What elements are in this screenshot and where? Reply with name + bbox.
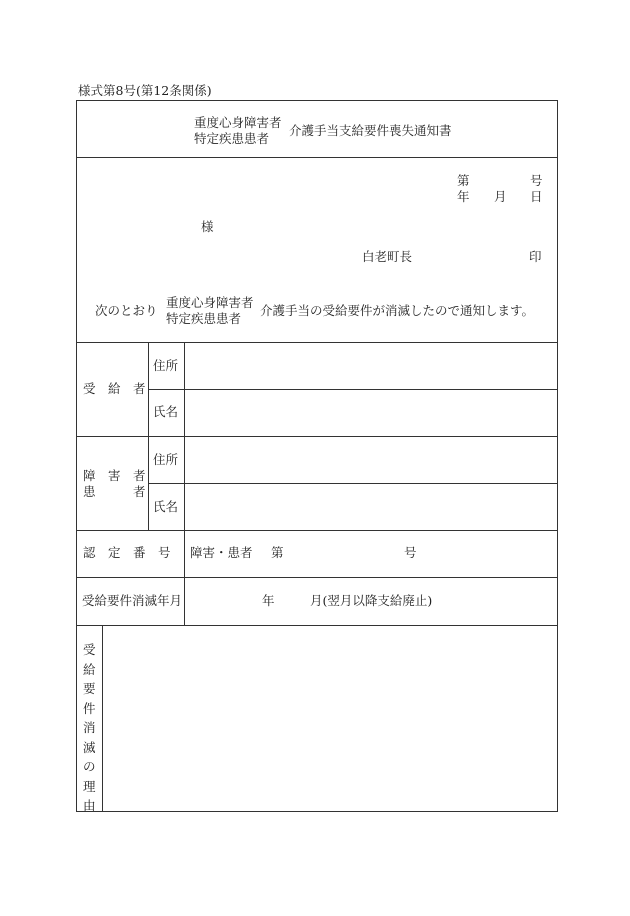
- loss-date-month-note: 月(翌月以降支給廃止): [310, 593, 433, 608]
- title-option-disability: 重度心身障害者: [194, 115, 282, 130]
- certification-dai: 第: [271, 545, 284, 560]
- certification-kind: 障害・患者: [190, 545, 253, 560]
- patient-name-label: 氏名: [153, 499, 179, 514]
- certification-go: 号: [404, 545, 417, 560]
- patient-address-label: 住所: [153, 452, 179, 467]
- divider: [76, 625, 558, 626]
- certification-label: 認 定 番 号: [83, 545, 171, 560]
- notice-prefix: 次のとおり: [95, 303, 158, 318]
- loss-date-year: 年: [262, 593, 275, 608]
- divider: [76, 436, 558, 437]
- seal-mark: 印: [529, 249, 542, 264]
- addressee-honorific: 様: [201, 219, 214, 234]
- date-month-label: 月: [494, 189, 507, 204]
- patient-label-line1: 障 害 者: [83, 468, 146, 483]
- divider: [148, 389, 558, 390]
- doc-no-dai: 第: [457, 173, 470, 188]
- divider: [76, 577, 558, 578]
- form-number: 様式第8号(第12条関係): [78, 83, 212, 98]
- reason-label: 受給要件消滅の理由: [83, 642, 96, 813]
- doc-no-go: 号: [530, 173, 543, 188]
- mayor-title: 白老町長: [362, 249, 413, 264]
- patient-label-line2: 患 者: [83, 484, 146, 499]
- notice-text: 介護手当の受給要件が消滅したので通知します。: [260, 303, 535, 318]
- date-year-label: 年: [457, 189, 470, 204]
- loss-date-label: 受給要件消滅年月: [82, 593, 183, 608]
- recipient-label: 受 給 者: [83, 381, 146, 396]
- notice-option-disease: 特定疾患患者: [166, 311, 242, 326]
- divider: [76, 530, 558, 531]
- recipient-address-label: 住所: [153, 358, 179, 373]
- title-option-disease: 特定疾患患者: [194, 131, 270, 146]
- date-day-label: 日: [530, 189, 543, 204]
- divider: [148, 483, 558, 484]
- document-title: 介護手当支給要件喪失通知書: [289, 123, 452, 138]
- reason-field[interactable]: [110, 634, 550, 804]
- notice-option-disability: 重度心身障害者: [166, 295, 254, 310]
- divider: [76, 157, 558, 158]
- recipient-name-label: 氏名: [153, 404, 179, 419]
- divider: [102, 625, 103, 812]
